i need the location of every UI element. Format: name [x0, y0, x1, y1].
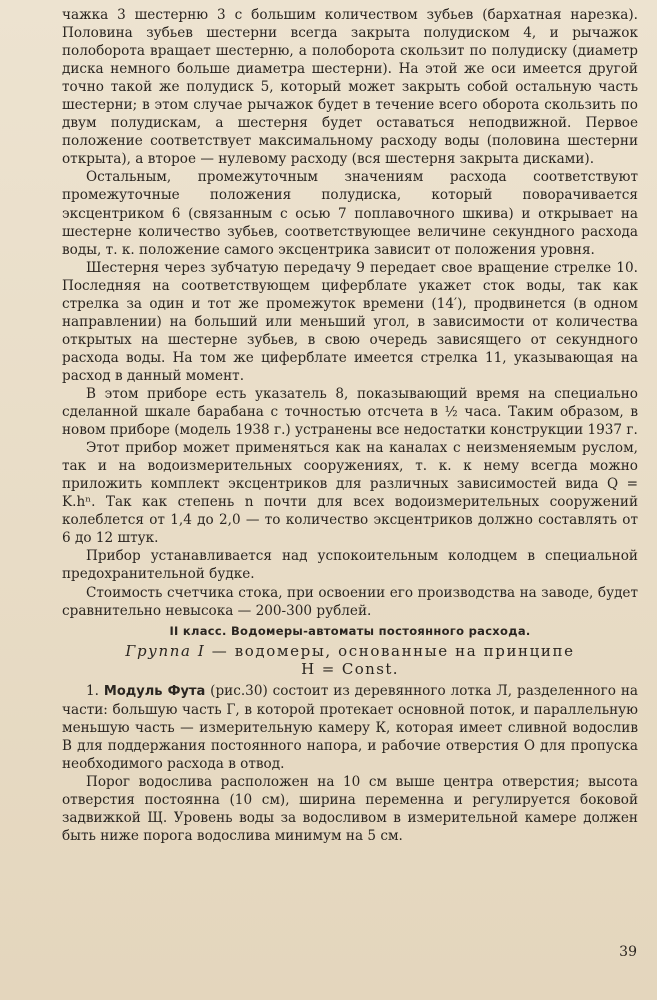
- paragraph-cost: Стоимость счетчика стока, при освоении его производства на заводе, будет сравнительно невысока — 200-300 рублей.: [62, 584, 638, 619]
- group-heading: [62, 642, 638, 660]
- paragraph-module-futa: [62, 682, 638, 773]
- paragraph-continuation: чажка 3 шестерню 3 с большим количеством зубьев (бархатная нарезка). Половина зубьев шестерни всегда закрыта полудиском 4, и рычажок полоборота вращает шестерню, а полоборота скользит по полудиску (диаметр диска немного больше диаметра шестерни). На этой же оси имеется другой точно такой же полудиск 5, который может закрыть собой остальную часть шестерни; в этом случае рычажок будет в течение всего оборота скользить по двум полудискам, а шестерня будет оставаться неподвижной. Первое положение соответствует максимальному расходу воды (половина шестерни открыта), а второе — нулевому расходу (вся шестерня закрыта дисками).: [62, 7, 638, 168]
- paragraph-weir-threshold: Порог водослива расположен на 10 см выше центра отверстия; высота отверстия постоянна (10 см), ширина переменна и регулируется боковой задвижкой Щ. Уровень воды за водосливом в измерительной камере должен быть ниже порога водослива минимум на 5 см.: [62, 773, 638, 844]
- paragraph-gear-transmission: Шестерня через зубчатую передачу 9 передает свое вращение стрелке 10. Последняя на соответствующем циферблате укажет сток воды, так как стрелка за один и тот же промежуток времени (14′), продвинется (в одном направлении) на больший или меньший угол, в зависимости от количества открытых на шестерне зубьев, в свою очередь зависящего от секундного расхода воды. На том же циферблате имеется стрелка 11, указывающая на расход в данный момент.: [62, 259, 638, 384]
- paragraph-time-indicator: В этом приборе есть указатель 8, показывающий время на специально сделанной шкале барабана с точностью отсчета в ½ часа. Таким образом, в новом приборе (модель 1938 г.) устранены все недостатки конструкции 1937 г.: [62, 385, 638, 439]
- paragraph-intermediate-positions: Остальным, промежуточным значениям расхода соответствуют промежуточные положения полудиска, который поворачивается эксцентриком 6 (связанным с осью 7 поплавочного шкива) и открывает на шестерне количество зубьев, соответствующее величине секундного расхода воды, т. к. положение самого эксцентрика зависит от положения уровня.: [62, 169, 638, 258]
- item-number: 1.: [86, 682, 104, 699]
- paragraph-usage: Этот прибор может применяться как на каналах с неизменяемым руслом, так и на водоизмерительных сооружениях, т. к. к нему всегда можно приложить комплект эксцентриков для различных зависимостей вида Q = K.hⁿ. Так как степень n почти для всех водоизмерительных сооружений колеблется от 1,4 до 2,0 — то количество эксцентриков должно составлять от 6 до 12 штук.: [62, 440, 638, 547]
- page-text: [62, 6, 638, 845]
- class-heading: II класс. Водомеры-автоматы постоянного расхода.: [169, 623, 531, 638]
- module-futa-description: (рис.30) состоит из деревянного лотка Л, разделенного на части: большую часть Г, в которой протекает основной поток, и параллельную меньшую часть — измерительную камеру К, которая имеет сливной водослив В для поддержания постоянного напора, и рабочие отверстия О для пропуска необходимого расхода в отвод.: [62, 682, 638, 772]
- term-module-futa: Модуль Фута: [103, 683, 206, 699]
- paragraph-installation: Прибор устанавливается над успокоительным колодцем в специальной предохранительной будке.: [62, 548, 638, 583]
- principle-formula: H = Const.: [301, 659, 399, 678]
- group-label: Группа I: [125, 641, 206, 660]
- page-number: 39: [619, 944, 637, 960]
- group-text: — водомеры, основанные на принципе: [205, 641, 575, 660]
